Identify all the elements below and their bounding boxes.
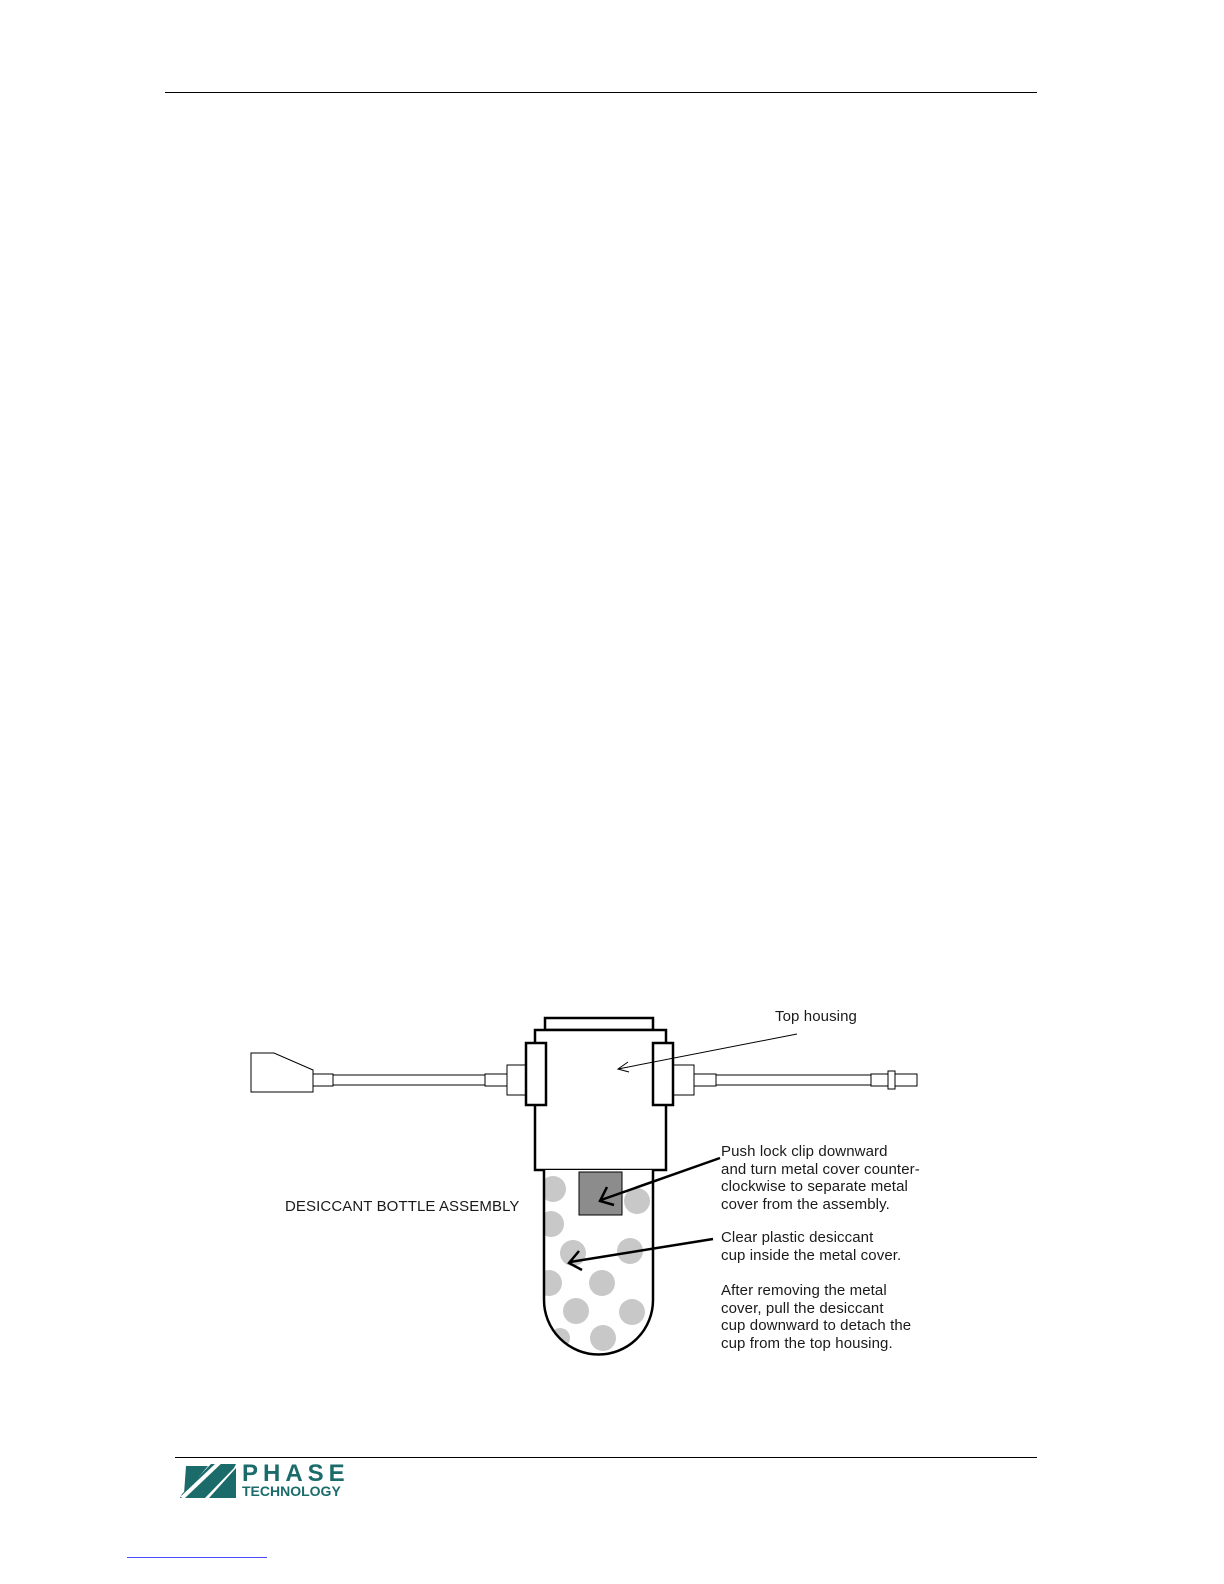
removal-label: After removing the metal cover, pull the desiccant cup downward to detach the cup from the top housing. xyxy=(721,1282,912,1352)
phase-technology-logo xyxy=(176,1462,356,1502)
left-tube xyxy=(251,1053,526,1095)
footer-rule xyxy=(175,1457,1037,1458)
top-housing xyxy=(526,1018,673,1170)
lock-clip xyxy=(579,1172,622,1215)
logo-subword: TECHNOLOGY xyxy=(242,1483,341,1499)
logo-word: PHASE xyxy=(242,1460,350,1487)
bottom-link-underline xyxy=(127,1557,267,1558)
desiccant-cup-label: Clear plastic desiccant cup inside the metal cover. xyxy=(721,1229,902,1264)
desiccant-bottle xyxy=(536,1170,653,1355)
right-tube xyxy=(673,1065,917,1095)
phase-logo-mark-icon xyxy=(178,1464,238,1500)
top-housing-label: Top housing xyxy=(775,1008,857,1025)
lock-clip-label: Push lock clip downward and turn metal cover counter- clockwise to separate metal cover from the assembly. xyxy=(721,1143,920,1213)
diagram-title: DESICCANT BOTTLE ASSEMBLY xyxy=(285,1198,520,1215)
